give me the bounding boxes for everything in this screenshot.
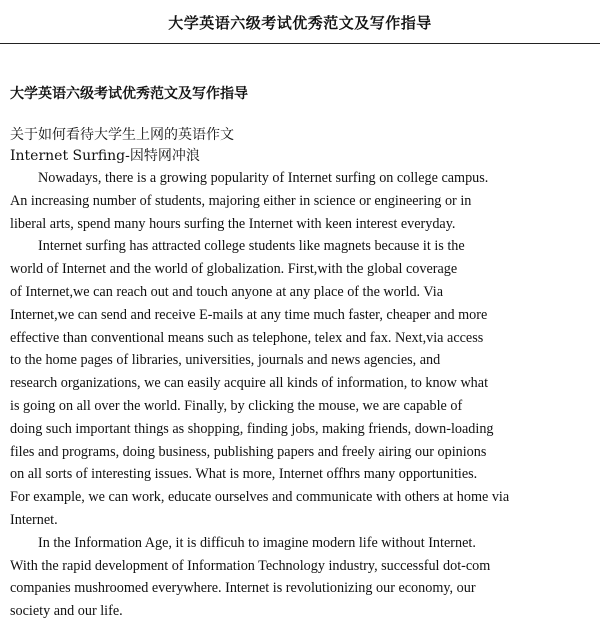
- paragraph-line: doing such important things as shopping, finding jobs, making friends, down-loading: [10, 420, 494, 437]
- paragraph-line: files and programs, doing business, publishing papers and freely airing our opinions: [10, 443, 487, 460]
- document-title: 大学英语六级考试优秀范文及写作指导: [10, 86, 248, 102]
- paragraph-line: liberal arts, spend many hours surfing the Internet with keen interest everyday.: [10, 215, 456, 232]
- paragraph-line: of Internet,we can reach out and touch anyone at any place of the world. Via: [10, 283, 444, 300]
- page-header: [0, 0, 600, 44]
- paragraph-line: effective than conventional means such as telephone, telex and fax. Next,via access: [10, 329, 484, 346]
- paragraph-line: to the home pages of libraries, universities, journals and news agencies, and: [10, 352, 441, 369]
- paragraph-3: [10, 532, 578, 623]
- paragraph-line: With the rapid development of Information Technology industry, successful dot-com: [10, 557, 491, 574]
- paragraph-line: Internet surfing has attracted college students like magnets because it is the: [38, 238, 465, 255]
- paragraph-line: In the Information Age, it is difficuh to imagine modern life without Internet.: [38, 534, 476, 551]
- paragraph-line: world of Internet and the world of globalization. First,with the global coverage: [10, 261, 458, 278]
- paragraph-line: An increasing number of students, majoring either in science or engineering or in: [10, 192, 472, 209]
- paragraph-line: For example, we can work, educate ourselves and communicate with others at home via: [10, 489, 510, 506]
- paragraph-line: companies mushroomed everywhere. Internet is revolutionizing our economy, our: [10, 580, 476, 597]
- paragraph-1: [10, 167, 578, 235]
- paragraph-line: Internet,we can send and receive E-mails at any time much faster, cheaper and more: [10, 306, 488, 323]
- document-body: [10, 125, 578, 623]
- essay-subtitle-chinese: 关于如何看待大学生上网的英语作文: [10, 127, 234, 143]
- paragraph-line: society and our life.: [10, 603, 123, 620]
- essay-subtitle-english: Internet Surfing-因特网冲浪: [10, 148, 200, 164]
- paragraph-line: Internet.: [10, 511, 58, 528]
- paragraph-2: [10, 235, 578, 531]
- paragraph-line: Nowadays, there is a growing popularity of Internet surfing on college campus.: [38, 170, 489, 186]
- page-header-title: 大学英语六级考试优秀范文及写作指导: [168, 14, 432, 32]
- paragraph-line: on all sorts of interesting issues. What is more, Internet offhrs many opportunities.: [10, 466, 478, 483]
- paragraph-line: is going on all over the world. Finally, by clicking the mouse, we are capable of: [10, 397, 463, 414]
- paragraph-line: research organizations, we can easily acquire all kinds of information, to know what: [10, 375, 489, 392]
